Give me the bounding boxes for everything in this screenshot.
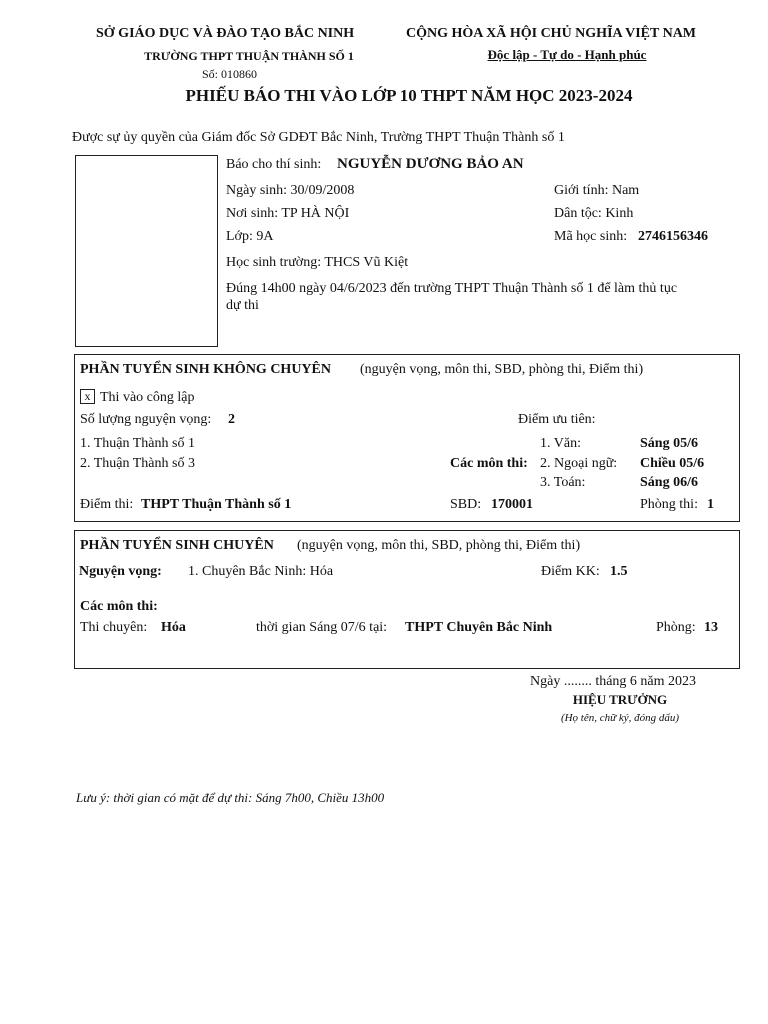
national-motto: Độc lập - Tự do - Hạnh phúc: [487, 47, 647, 62]
home-school: Học sinh trường: THCS Vũ Kiệt: [226, 255, 409, 270]
notify-label: Báo cho thí sinh:: [226, 157, 322, 172]
birthplace: Nơi sinh: TP HÀ NỘI: [226, 206, 350, 221]
signature-note: (Họ tên, chữ ký, đóng dấu): [560, 712, 680, 724]
specialized-room: 13: [704, 620, 718, 635]
wish-item: 1. Thuận Thành số 1: [80, 436, 195, 451]
signature-title: HIỆU TRƯỞNG: [572, 692, 668, 707]
subject-time: Chiều 05/6: [640, 456, 705, 471]
notice-line-1: Đúng 14h00 ngày 04/6/2023 đến trường THPT Thuận Thành số 1 để làm thủ tục: [226, 281, 678, 296]
footnote: Lưu ý: thời gian có mặt để dự thi: Sáng 7h00, Chiều 13h00: [76, 790, 385, 805]
school-name: TRƯỜNG THPT THUẬN THÀNH SỐ 1: [144, 49, 354, 63]
sbd-number: 170001: [491, 497, 533, 512]
specialized-heading: PHẦN TUYỂN SINH CHUYÊN: [80, 538, 274, 553]
document-number: Số: 010860: [202, 67, 258, 81]
sbd-label: SBD:: [450, 497, 482, 512]
exam-room-label: Phòng thi:: [640, 497, 698, 512]
notice-line-2: dự thi: [226, 298, 259, 313]
student-id: 2746156346: [638, 229, 708, 244]
specialized-wish-label: Nguyện vọng:: [79, 564, 162, 579]
public-school-checkbox[interactable]: x: [80, 389, 95, 404]
ethnicity: Dân tộc: Kinh: [554, 206, 634, 221]
gender: Giới tính: Nam: [554, 183, 640, 198]
public-school-label: Thi vào công lập: [100, 390, 195, 405]
subject-name: 1. Văn:: [540, 436, 581, 451]
subject-name: 2. Ngoại ngữ:: [540, 456, 618, 471]
date-of-birth: Ngày sinh: 30/09/2008: [226, 183, 355, 198]
wish-count: 2: [228, 412, 235, 427]
specialized-subjects-label: Các môn thi:: [80, 599, 158, 614]
regular-heading: PHẦN TUYỂN SINH KHÔNG CHUYÊN: [80, 362, 331, 377]
specialized-heading-note: (nguyện vọng, môn thi, SBD, phòng thi, Điểm thi): [297, 538, 581, 553]
subject-name: 3. Toán:: [540, 475, 586, 490]
subjects-label: Các môn thi:: [450, 456, 528, 471]
specialized-exam-subject: Hóa: [161, 620, 186, 635]
exam-room: 1: [707, 497, 714, 512]
regular-heading-note: (nguyện vọng, môn thi, SBD, phòng thi, Điểm thi): [360, 362, 644, 377]
subject-time: Sáng 05/6: [640, 436, 698, 451]
signature-date: Ngày ........ tháng 6 năm 2023: [530, 674, 697, 689]
subject-time: Sáng 06/6: [640, 475, 698, 490]
student-name: NGUYỄN DƯƠNG BẢO AN: [337, 156, 524, 172]
bonus-points: 1.5: [610, 564, 628, 579]
photo-frame: [75, 155, 218, 347]
student-id-label: Mã học sinh:: [554, 229, 628, 244]
specialized-exam-time: thời gian Sáng 07/6 tại:: [256, 620, 388, 635]
specialized-exam-venue: THPT Chuyên Bắc Ninh: [405, 620, 553, 635]
specialized-wish: 1. Chuyên Bắc Ninh: Hóa: [188, 564, 334, 579]
wish-item: 2. Thuận Thành số 3: [80, 456, 195, 471]
bonus-points-label: Điểm KK:: [541, 564, 600, 579]
department-name: SỞ GIÁO DỤC VÀ ĐÀO TẠO BẮC NINH: [96, 26, 355, 41]
specialized-room-label: Phòng:: [656, 620, 696, 635]
class: Lớp: 9A: [226, 229, 274, 244]
priority-points-label: Điểm ưu tiên:: [518, 412, 596, 427]
wish-count-label: Số lượng nguyện vọng:: [80, 412, 212, 427]
intro-text: Được sự ủy quyền của Giám đốc Sở GDĐT Bắc Ninh, Trường THPT Thuận Thành số 1: [72, 130, 565, 145]
specialized-exam-label: Thi chuyên:: [80, 620, 148, 635]
republic-title: CỘNG HÒA XÃ HỘI CHỦ NGHĨA VIỆT NAM: [406, 26, 697, 41]
exam-venue-label: Điểm thi:: [80, 497, 134, 512]
page-title: PHIẾU BÁO THI VÀO LỚP 10 THPT NĂM HỌC 2023-2024: [185, 86, 633, 105]
exam-venue: THPT Thuận Thành số 1: [141, 497, 292, 512]
